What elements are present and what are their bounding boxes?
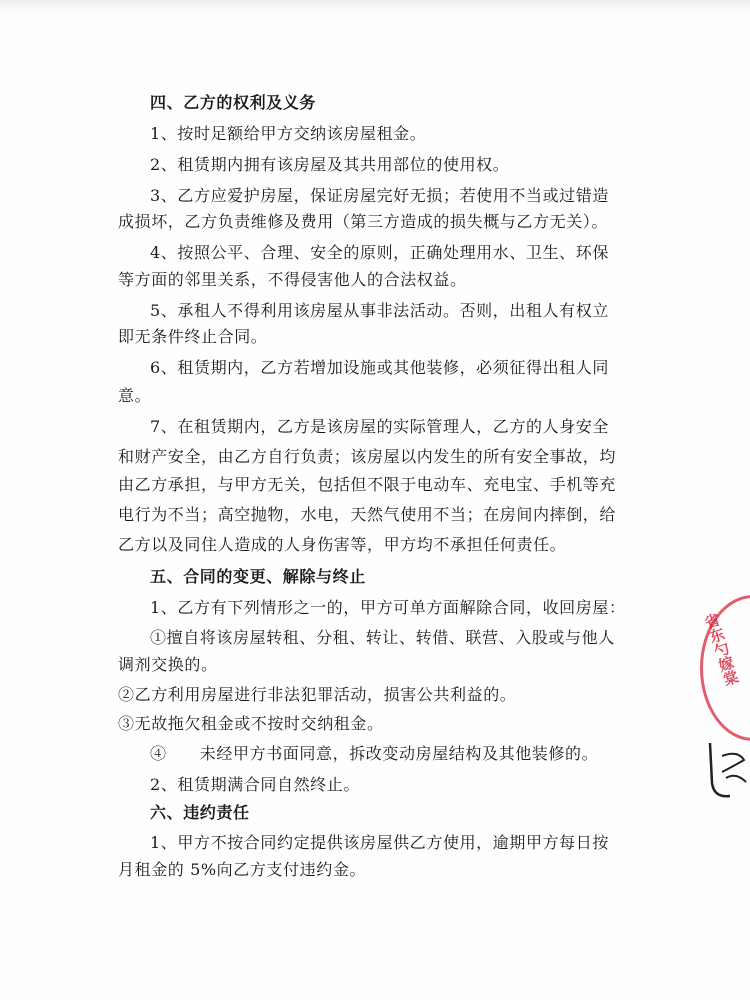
section-4-line: 意。 <box>118 386 152 405</box>
section-4-line: 成损坏，乙方负责维修及费用（第三方造成的损失概与乙方无关）。 <box>118 212 609 231</box>
signature-stroke <box>726 776 746 782</box>
section-5-line: ③无故拖欠租金或不按时交纳租金。 <box>118 714 384 733</box>
section-4-line: 3、乙方应爱护房屋，保证房屋完好无损；若使用不当或过错造 <box>150 186 609 205</box>
section-4-line: 2、租赁期内拥有该房屋及其共用部位的使用权。 <box>150 155 510 174</box>
section-5-line: ②乙方利用房屋进行非法犯罪活动，损害公共利益的。 <box>118 685 517 704</box>
section-5-line: 2、租赁期满合同自然终止。 <box>150 775 360 794</box>
section-5-line: 调剂交换的。 <box>118 655 218 674</box>
section-4-title: 四、乙方的权利及义务 <box>150 93 317 112</box>
section-4-line: 6、租赁期内，乙方若增加设施或其他装修，必须征得出租人同 <box>150 358 609 377</box>
section-6-line: 1、甲方不按合同约定提供该房屋供乙方使用，逾期甲方每日按 <box>150 833 609 852</box>
section-5-line: ①擅自将该房屋转租、分租、转让、转借、联营、入股或与他人 <box>150 628 615 647</box>
section-5-line: 1、乙方有下列情形之一的，甲方可单方面解除合同，收回房屋： <box>150 598 626 617</box>
section-6-title: 六、违约责任 <box>150 803 250 822</box>
scan-edge <box>0 0 750 14</box>
section-4-line: 1、按时足额给甲方交纳该房屋租金。 <box>150 124 427 143</box>
section-4-line: 和财产安全，由乙方自行负责；该房屋以内发生的所有安全事故，均 <box>118 447 617 466</box>
signature-stroke <box>722 754 744 772</box>
seal-text: 省东勺嫁棠 <box>700 611 742 688</box>
section-4-line: 即无条件终止合同。 <box>118 327 268 346</box>
red-seal-stamp <box>700 595 750 741</box>
section-4-line: 等方面的邻里关系，不得侵害他人的合法权益。 <box>118 270 467 289</box>
section-4-line: 5、承租人不得利用该房屋从事非法活动。否则，出租人有权立 <box>150 301 609 320</box>
section-4-line: 电行为不当；高空抛物，水电，天然气使用不当；在房间内摔倒，给 <box>118 505 617 524</box>
section-5-title: 五、合同的变更、解除与终止 <box>150 567 366 586</box>
section-5-line: ④ 未经甲方书面同意，拆改变动房屋结构及其他装修的。 <box>150 744 599 763</box>
section-4-line: 乙方以及同住人造成的人身伤害等，甲方均不承担任何责任。 <box>118 535 567 554</box>
section-4-line: 4、按照公平、合理、安全的原则，正确处理用水、卫生、环保 <box>150 243 609 262</box>
section-4-line: 7、在租赁期内，乙方是该房屋的实际管理人，乙方的人身安全 <box>150 417 609 436</box>
section-4-line: 由乙方承担，与甲方无关，包括但不限于电动车、充电宝、手机等充 <box>118 475 617 494</box>
signature-mark <box>700 738 750 808</box>
section-6-line: 月租金的 5%向乙方支付违约金。 <box>118 860 367 879</box>
